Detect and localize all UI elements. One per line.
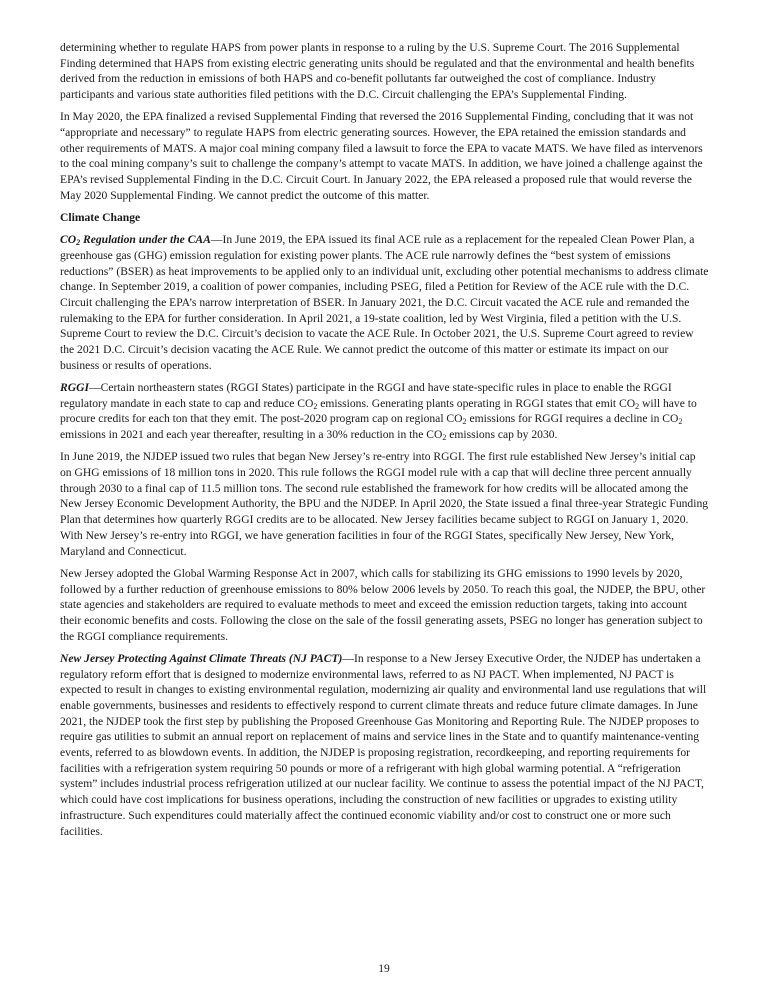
nj-pact-body: —In response to a New Jersey Executive Order, the NJDEP has undertaken a regulatory reform effort that is designed to modernize environmental laws, referred to as NJ PACT. When implemented, NJ PACT is expected to result in changes to existing environmental regulation, modernizing air quality and environmental land use regulations that will enable governments, businesses and residents to effectively respond to current climate threats and reduce future climate damages. In June 2021, the NJDEP took the first step by publishing the Proposed Greenhouse Gas Monitoring and Reporting Rule. The NJDEP proposes to require gas utilities to submit an annual report on replacement of mains and service lines in the State and to quantify maintenance-venting events, referred to as blowdown events. In addition, the NJDEP is proposing registration, recordkeeping, and reporting requirements for facilities with a refrigeration system requiring 50 pounds or more of a refrigerant with high global warming potential. A “refrigeration system” includes industrial process refrigeration utilized at our nuclear facility. We continue to assess the potential impact of the NJ PACT, which could have cost implications for business operations, including the construction of new facilities or upgrades to existing utility infrastructure. Such expenditures could materially affect the continued economic viability and/or cost to construct one or more such facilities.	[60, 651, 707, 838]
rggi-lead: RGGI	[60, 381, 89, 395]
page-number: 19	[378, 962, 390, 975]
paragraph-njdep-rggi-reentry: In June 2019, the NJDEP issued two rules that began New Jersey’s re-entry into RGGI. The first rule established New Jersey’s initial cap on GHG emissions of 18 million tons in 2020. This rule follows the RGGI model rule with a cap that will decline three percent annually through 2030 to a final cap of 11.5 million tons. The second rule established the framework for how credits will be allocated among the New Jersey Economic Development Authority, the BPU and the NJDEP. In April 2020, the State issued a final three-year Strategic Funding Plan that determines how quarterly RGGI credits are to be allocated. New Jersey facilities became subject to RGGI on January 1, 2020. With New Jersey’s re-entry into RGGI, we have generation facilities in four of the RGGI States, specifically New Jersey, New York, Maryland and Connecticut.	[60, 450, 709, 558]
co2-regulation-body: —In June 2019, the EPA issued its final ACE rule as a replacement for the repealed Clean Power Plan, a greenhouse gas (GHG) emission regulation for existing power plants. The ACE rule narrowly defines the “best system of emissions reductions” (BSER) as heat improvements to be applied only to an individual unit, excluding other potential mechanisms to address climate change. In September 2019, a coalition of power companies, including PSEG, filed a Petition for Review of the ACE rule with the D.C. Circuit challenging the EPA’s narrow interpretation of BSER. In January 2021, the D.C. Circuit vacated the ACE rule and remanded the rulemaking to the EPA for further consideration. In April 2021, a 19-state coalition, led by West Virginia, filed a petition with the U.S. Supreme Court to review the D.C. Circuit’s decision to vacate the ACE Rule. In October 2021, the U.S. Supreme Court agreed to review the 2021 D.C. Circuit’s decision vacating the ACE Rule. We cannot predict the outcome of this matter or estimate its impact on our business or results of operations.	[60, 233, 709, 372]
paragraph-global-warming-response-act: New Jersey adopted the Global Warming Response Act in 2007, which calls for stabilizing its GHG emissions to 1990 levels by 2020, followed by a further reduction of greenhouse emissions to 80% below 2006 levels by 2050. To reach this goal, the NJDEP, the BPU, other state agencies and stakeholders are required to evaluate methods to meet and exceed the emission reduction targets, taking into account their economic benefits and costs. Following the close on the sale of the fossil generating assets, PSEG no longer has generation subject to the RGGI compliance requirements.	[60, 566, 706, 643]
paragraph-supplemental-finding-2020: In May 2020, the EPA finalized a revised Supplemental Finding that reversed the 2016 Supplemental Finding, concluding that it was not “appropriate and necessary” to regulate HAPS from electric generating sources. However, the EPA retained the emission standards and other requirements of MATS. A major coal mining company filed a lawsuit to force the EPA to vacate MATS. We have filed as intervenors to the coal mining company’s suit to challenge the company’s attempt to vacate MATS. In addition, we have joined a challenge against the EPA’s revised Supplemental Finding in the D.C. Circuit Court. In January 2022, the EPA released a proposed rule that would reverse the May 2020 Supplemental Finding. We cannot predict the outcome of this matter.	[60, 110, 703, 202]
nj-pact-lead: New Jersey Protecting Against Climate Threats (NJ PACT)	[60, 651, 343, 665]
paragraph-haps-2016: determining whether to regulate HAPS from power plants in response to a ruling by the U.S. Supreme Court. The 2016 Supplemental Finding determined that HAPS from existing electric generating units should be regulated and that the environmental and health benefits derived from the reduction in emissions of both HAPS and co-benefit pollutants far outweighed the cost of compliance. Industry participants and various state authorities filed petitions with the D.C. Circuit challenging the EPA’s Supplemental Finding.	[60, 41, 695, 102]
section-heading-climate-change: Climate Change	[60, 211, 141, 225]
paragraph-co2-regulation	[60, 232, 710, 373]
co2-regulation-lead: $CO_2$ Regulation under the CAA	[60, 233, 211, 248]
paragraph-rggi: RGGI—Certain northeastern states (RGGI States) participate in the RGGI and have state-specific rules in place to enable the RGGI regulatory mandate in each state to cap and reduce $CO_2$ emissions. Generating plants operating in RGGI states that emit $CO_2$ will have to procure credits for each ton that they emit. The post-2020 program cap on regional $CO_2$ emissions for RGGI requires a decline in $CO_2$ emissions in 2021 and each year thereafter, resulting in a 30% reduction in the $CO_2$ emissions cap by 2030.	[60, 381, 697, 443]
paragraph-nj-pact	[60, 651, 710, 839]
document-page	[60, 40, 710, 846]
